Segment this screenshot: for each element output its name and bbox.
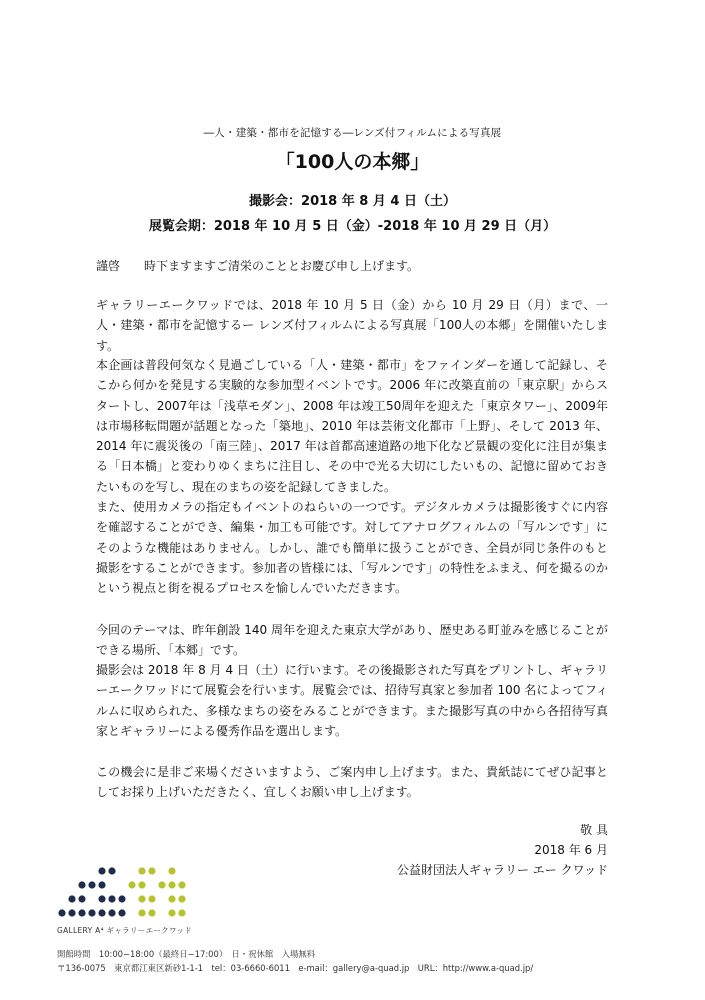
logo-text: GALLERY A⁴ ギャラリーエークワッド — [57, 926, 192, 935]
logo-dot — [158, 881, 165, 888]
paragraph-history: 本企画は普段何気なく見過ごしている「人・建築・都市」をファインダーを通して記録し、そこから何かを発見する実験的な参加型イベントです。2006 年に改築直前の「東京駅」からスタートし、2007年は「浅草モダン」、2008 年は竣工50周年を迎えた「東京タワー」、2009年は市場移転問題が話題となった「築地」、2010 年は芸術文化都市「上野」、そして 2013 年、2014 年に震災後の「南三陸」、2017 年は首都高速道路の地下化など景観の変化に注目が集まる「日本橋」と変わりゆくまちに注目し、その中で光る大切にしたいもの、記憶に留めておきたいものを写し、現在のまちの姿を記録してきました。 — [96, 358, 608, 494]
logo-dot — [88, 909, 95, 916]
logo-dot — [138, 881, 145, 888]
logo-dot — [118, 895, 125, 902]
logo-dot — [78, 895, 85, 902]
exhibit-period: 展覧会期：2018 年 10 月 5 日（金）-2018 年 10 月 29 日（月） — [148, 219, 557, 234]
logo-dot — [128, 881, 135, 888]
logo-dot — [88, 881, 95, 888]
greeting: 謹啓 時下ますますご清栄のこととお慶び申し上げます。 — [96, 259, 420, 273]
logo-dot — [178, 909, 185, 916]
paragraph-theme: 今回のテーマは、昨年創設 140 周年を迎えた東京大学があり、歴史ある町並みを感じることができる場所、「本郷」です。 — [96, 623, 608, 658]
logo-dot — [78, 881, 85, 888]
logo-dot — [168, 881, 175, 888]
logo-dot — [178, 895, 185, 902]
closing-date: 2018 年 6 月 — [534, 843, 608, 857]
subtitle: ―人・建築・都市を記憶する―レンズ付フィルムによる写真展 — [203, 127, 502, 139]
closing-keigu: 敬 具 — [580, 823, 608, 837]
page-title: 「100人の本郷」 — [275, 151, 430, 173]
logo-dot — [168, 867, 175, 874]
logo-dot — [118, 909, 125, 916]
logo-dot — [108, 909, 115, 916]
logo-dot — [168, 909, 175, 916]
logo-dot — [98, 895, 105, 902]
logo-dot — [98, 909, 105, 916]
logo-dot — [98, 867, 105, 874]
logo-dot — [108, 867, 115, 874]
footer-address: 〒136-0075 東京都江東区新砂1-1-1 tel：03-6660-6011 e-mail：gallery@a-quad.jp URL：http://www.a-quad.jp/ — [57, 963, 534, 973]
logo-dot — [78, 909, 85, 916]
closing-organization: 公益財団法人ギャラリー エー クワッド — [396, 863, 608, 877]
paragraph-intro: ギャラリーエークワッドでは、2018 年 10 月 5 日（金）から 10 月 29 日（月）まで、一人・建築・都市を記憶するー レンズ付フィルムによる写真展「100人の本郷」を開催いたします。 — [96, 298, 608, 353]
logo-dot — [168, 895, 175, 902]
gallery-logo — [57, 866, 187, 922]
logo-dot — [138, 867, 145, 874]
footer-hours: 開館時間 10:00−18:00（最終日−17:00） 日・祝休館 入場無料 — [57, 949, 316, 959]
logo-dot — [148, 895, 155, 902]
logo-dot — [58, 909, 65, 916]
logo-dot — [68, 909, 75, 916]
paragraph-camera: また、使用カメラの指定もイベントのねらいの一つです。デジタルカメラは撮影後すぐに内容を確認することができ、編集・加工も可能です。対してアナログフィルムの「写ルンです」にそのような機能はありません。しかし、誰でも簡単に扱うことができ、全員が同じ条件のもと撮影をすることができます。参加者の皆様には、「写ルンです」の特性をふまえ、何を撮るのかという視点と街を視るプロセスを愉しんでいただきます。 — [96, 500, 608, 596]
logo-dot — [138, 909, 145, 916]
shoot-date: 撮影会：2018 年 8 月 4 日（土） — [249, 194, 456, 209]
logo-dot — [148, 867, 155, 874]
logo-dot — [108, 895, 115, 902]
paragraph-invitation: この機会に是非ご来場くださいますよう、ご案内申し上げます。また、貴紙誌にてぜひ記事としてお採り上げいただきたく、宜しくお願い申し上げます。 — [96, 765, 608, 800]
logo-dot — [148, 909, 155, 916]
logo-dot — [98, 881, 105, 888]
paragraph-schedule: 撮影会は 2018 年 8 月 4 日（土）に行います。その後撮影された写真をプリントし、ギャラリーエークワッドにて展覧会を行います。展覧会では、招待写真家と参加者 100 名によってフィルムに収められた、多様なまちの姿をみることができます。また撮影写真の中から各招待写真家とギャラリーによる優秀作品を選出します。 — [96, 663, 608, 738]
logo-dot — [178, 881, 185, 888]
logo-dot — [68, 895, 75, 902]
logo-dot — [138, 895, 145, 902]
